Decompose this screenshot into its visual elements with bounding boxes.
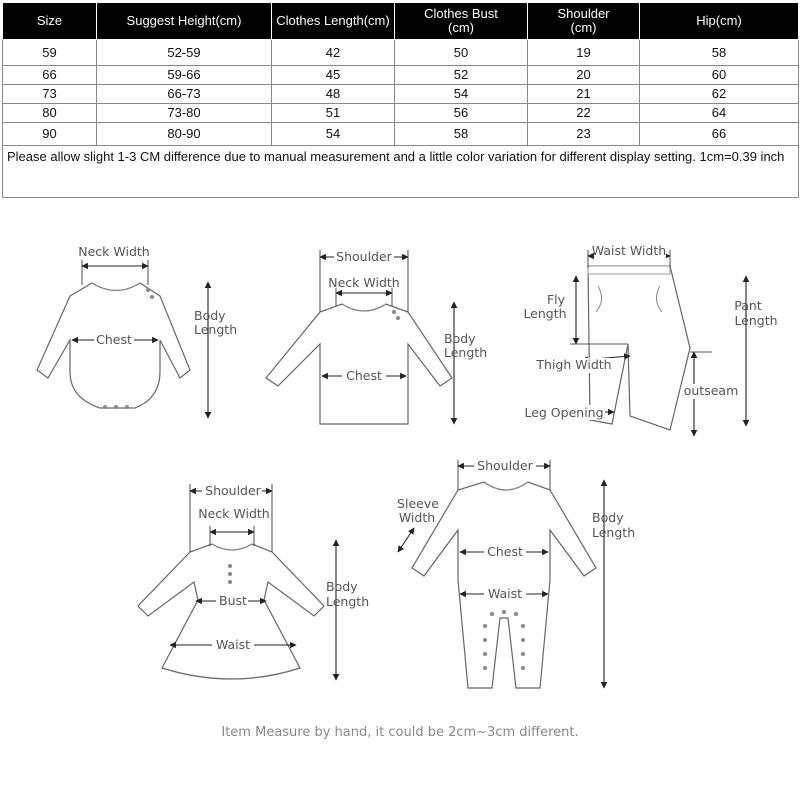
cell-bust: 52 (395, 66, 528, 85)
romper-diagram (397, 458, 635, 688)
header-clothes-length: Clothes Length(cm) (272, 3, 395, 40)
pants-fly-label: Fly (546, 292, 566, 307)
cell-size: 90 (3, 123, 97, 146)
cell-length: 54 (272, 123, 395, 146)
cell-height: 73-80 (97, 104, 272, 123)
cell-bust: 54 (395, 85, 528, 104)
cell-size: 66 (3, 66, 97, 85)
cell-length: 51 (272, 104, 395, 123)
cell-shoulder: 22 (528, 104, 640, 123)
romper-body-label: Body (592, 510, 624, 525)
top-chest-label: Chest (346, 368, 382, 383)
bodysuit-body-label: Body (194, 308, 226, 323)
bodysuit-neck-width-label: Neck Width (78, 244, 150, 259)
cell-hip: 60 (640, 66, 799, 85)
romper-chest-label: Chest (487, 544, 523, 559)
romper-length-label: Length (592, 525, 636, 540)
top-outline (266, 304, 452, 424)
cell-length: 45 (272, 66, 395, 85)
pants-pant-label: Pant (734, 298, 762, 313)
dress-outline (138, 544, 324, 679)
pants-fly-length-label: Length (523, 306, 567, 321)
dress-diagram (138, 483, 369, 680)
pants-pant-length-label: Length (734, 313, 778, 328)
pants-outseam-label: outseam (683, 383, 739, 398)
top-body-label: Body (444, 331, 476, 346)
top-shoulder-label: Shoulder (336, 249, 392, 264)
dress-neck-width-label: Neck Width (198, 506, 270, 521)
top-diagram (266, 249, 487, 424)
romper-shoulder-label: Shoulder (477, 458, 533, 473)
measurement-note: Please allow slight 1-3 CM difference due to manual measurement and a little color variation for different display setting. 1cm=0.39 inch (3, 146, 799, 198)
dress-shoulder-label: Shoulder (205, 483, 261, 498)
cell-hip: 64 (640, 104, 799, 123)
cell-size: 80 (3, 104, 97, 123)
cell-shoulder: 21 (528, 85, 640, 104)
bodysuit-diagram (37, 244, 237, 418)
cell-hip: 58 (640, 40, 799, 66)
cell-shoulder: 20 (528, 66, 640, 85)
cell-hip: 62 (640, 85, 799, 104)
dress-waist-label: Waist (215, 637, 251, 652)
bodysuit-length-label: Length (194, 322, 238, 337)
pants-thigh-width-label: Thigh Width (536, 357, 612, 372)
header-clothes-bust: Clothes Bust (cm) (395, 3, 528, 40)
dress-body-label: Body (326, 579, 358, 594)
cell-height: 80-90 (97, 123, 272, 146)
top-neck-width-label: Neck Width (328, 275, 400, 290)
cell-shoulder: 23 (528, 123, 640, 146)
pants-leg-opening-label: Leg Opening (524, 405, 604, 420)
cell-size: 73 (3, 85, 97, 104)
cell-bust: 56 (395, 104, 528, 123)
romper-outline (412, 482, 596, 688)
cell-shoulder: 19 (528, 40, 640, 66)
cell-length: 48 (272, 85, 395, 104)
cell-height: 66-73 (97, 85, 272, 104)
pants-diagram (523, 243, 778, 436)
romper-sleeve-label: Sleeve (397, 496, 439, 511)
cell-size: 59 (3, 40, 97, 66)
footer-note: Item Measure by hand, it could be 2cm~3cm different. (221, 725, 579, 740)
bodysuit-chest-label: Chest (96, 332, 132, 347)
header-size: Size (3, 3, 97, 40)
header-shoulder: Shoulder (cm) (528, 3, 640, 40)
cell-height: 52-59 (97, 40, 272, 66)
dress-length-label: Length (326, 594, 370, 609)
header-hip: Hip(cm) (640, 3, 799, 40)
top-length-label: Length (444, 345, 488, 360)
cell-length: 42 (272, 40, 395, 66)
romper-width-label: Width (398, 510, 436, 525)
dress-bust-label: Bust (219, 593, 247, 608)
romper-waist-label: Waist (487, 586, 523, 601)
cell-height: 59-66 (97, 66, 272, 85)
cell-hip: 66 (640, 123, 799, 146)
header-suggest-height: Suggest Height(cm) (97, 3, 272, 40)
cell-bust: 58 (395, 123, 528, 146)
pants-waist-width-label: Waist Width (591, 243, 667, 258)
cell-bust: 50 (395, 40, 528, 66)
